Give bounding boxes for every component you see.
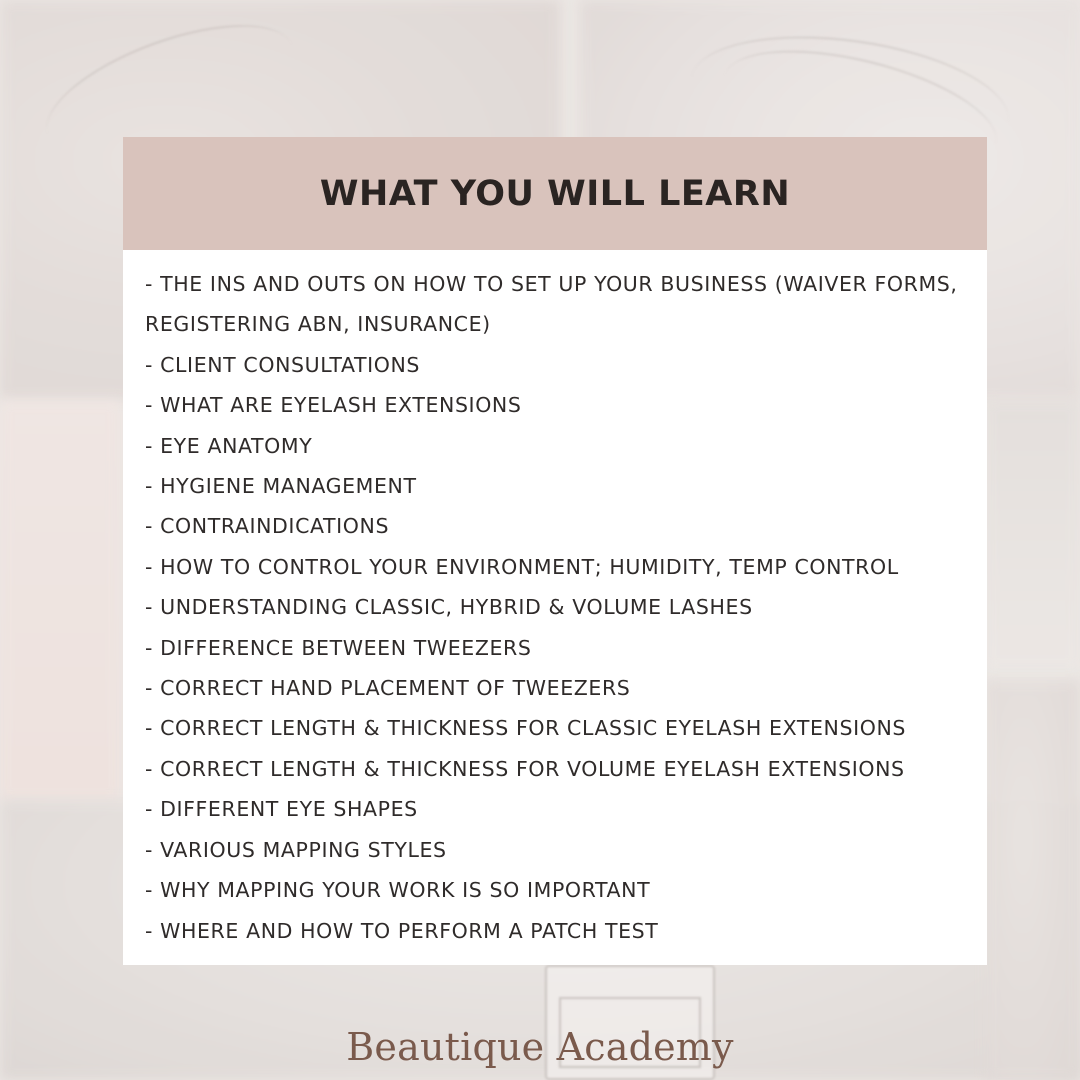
- card-body: [123, 250, 987, 951]
- card-title: WHAT YOU WILL LEARN: [319, 173, 791, 214]
- background-photo-right-middle: [985, 400, 1080, 670]
- list-item: - UNDERSTANDING CLASSIC, HYBRID & VOLUME LASHES: [145, 595, 753, 620]
- list-item: - WHERE AND HOW TO PERFORM A PATCH TEST: [145, 918, 659, 943]
- learning-list: [145, 264, 965, 951]
- list-item: - DIFFERENCE BETWEEN TWEEZERS: [145, 635, 532, 660]
- list-item: - CORRECT LENGTH & THICKNESS FOR CLASSIC EYELASH EXTENSIONS: [145, 716, 907, 741]
- list-item: - CORRECT LENGTH & THICKNESS FOR VOLUME EYELASH EXTENSIONS: [145, 756, 905, 781]
- brand-logo-text: Beautique Academy: [346, 1025, 734, 1069]
- list-item: - CORRECT HAND PLACEMENT OF TWEEZERS: [145, 676, 631, 701]
- list-item: - DIFFERENT EYE SHAPES: [145, 797, 418, 822]
- list-item: - THE INS AND OUTS ON HOW TO SET UP YOUR BUSINESS (WAIVER FORMS, REGISTERING ABN, INSURANCE): [145, 272, 958, 337]
- background-photo-left-middle: [0, 400, 120, 800]
- list-item: - HOW TO CONTROL YOUR ENVIRONMENT; HUMIDITY, TEMP CONTROL: [145, 554, 899, 579]
- background-photo-bottom-right: [985, 680, 1080, 1080]
- list-item: - WHY MAPPING YOUR WORK IS SO IMPORTANT: [145, 878, 651, 903]
- card-header: [123, 137, 987, 250]
- list-item: - HYGIENE MANAGEMENT: [145, 474, 417, 499]
- list-item: - EYE ANATOMY: [145, 433, 313, 458]
- list-item: - CLIENT CONSULTATIONS: [145, 352, 421, 377]
- learning-card: [123, 137, 987, 965]
- list-item: - CONTRAINDICATIONS: [145, 514, 390, 539]
- list-item: - VARIOUS MAPPING STYLES: [145, 837, 447, 862]
- list-item: - WHAT ARE EYELASH EXTENSIONS: [145, 393, 522, 418]
